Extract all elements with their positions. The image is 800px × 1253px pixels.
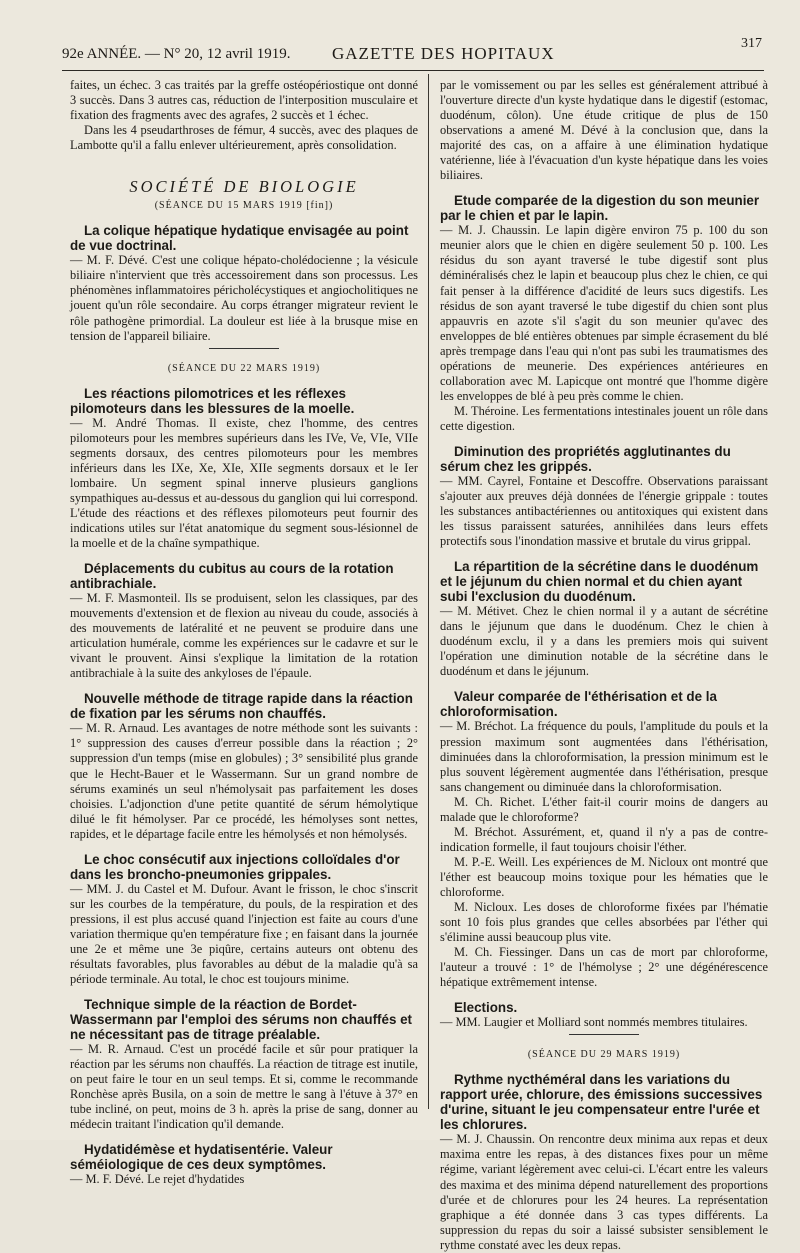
session-date: (SÉANCE DU 29 MARS 1919) bbox=[527, 1049, 681, 1061]
paragraph: — M. F. Dévé. Le rejet d'hydatides bbox=[70, 1172, 245, 1187]
article-heading: Nouvelle méthode de titrage rapide dans la réaction de fixation par les sérums non chauffés. bbox=[70, 691, 413, 722]
paragraph: M. Bréchot. Assurément, et, quand il n'y a pas de contre-indication formelle, il faut toujours choisir l'éther. bbox=[440, 824, 768, 854]
article-heading: La colique hépatique hydatique envisagée au point de vue doctrinal. bbox=[70, 223, 409, 254]
paragraph: — M. F. Masmonteil. Ils se produisent, selon les classiques, par des mouvements d'extension et de flexion au niveau du coude, associés à des mouvements de latéralité et ne peuvent se produire dans une articulation humérale, comme les expériences sur le cadavre et sur le vivant le prouvent. Ainsi s'explique la limitation de la rotation antibrachiale à la suite des ankyloses de l'épaule. bbox=[70, 591, 418, 681]
section-title: SOCIÉTÉ DE BIOLOGIE bbox=[129, 177, 359, 197]
paragraph: — M. Métivet. Chez le chien normal il y a autant de sécrétine dans le jéjunum que dans le duodénum. Chez le chien à duodénum exclu, il y a dans les premiers mois qui suivent l'opération une diminution notable de la sécrétine dans le duodénum et dans le jéjunum. bbox=[440, 604, 768, 679]
paragraph: faites, un échec. 3 cas traités par la greffe ostéopériostique ont donné 3 succès. Dans 3 autres cas, réduction de l'interposition musculaire et fixation des fragments avec des agrafes, 2 succès et 1 échec. bbox=[70, 78, 418, 123]
separator-rule bbox=[209, 348, 279, 349]
article-heading: Le choc consécutif aux injections colloïdales d'or dans les broncho-pneumonies grippales. bbox=[70, 851, 400, 882]
article-heading: Déplacements du cubitus au cours de la rotation antibrachiale. bbox=[70, 561, 394, 592]
issue-info: 92e ANNÉE. — N° 20, 12 avril 1919. bbox=[62, 46, 291, 62]
header-rule bbox=[62, 70, 764, 71]
paragraph: — M. André Thomas. Il existe, chez l'homme, des centres pilomoteurs pour les membres supérieurs dans les IVe, Ve, VIe, VIIe segments dorsaux, des centres pilomoteurs pour les membres inférieurs dans les IXe, Xe, XIe, XIIe segments dorsaux et le Ier lombaire. Un segment spinal innerve plusieurs ganglions sympathiques au-dessus et au-dessous du ganglion qui lui correspond. L'étude des réactions et des réflexes pilomoteurs peut fournir des indications utiles sur l'état anatomique du segment sous-lésionnel de la moelle et de la chaîne sympathique. bbox=[70, 415, 418, 551]
journal-title: GAZETTE DES HOPITAUX bbox=[332, 44, 555, 63]
paragraph: M. Ch. Richet. L'éther fait-il courir moins de dangers au malade que le chloroforme? bbox=[440, 794, 768, 824]
article-heading: Technique simple de la réaction de Bordet-Wassermann par l'emploi des sérums non chauffés et ne nécessitant pas de titrage préalable. bbox=[70, 997, 413, 1043]
session-date: (SÉANCE DU 15 MARS 1919 [fin]) bbox=[154, 200, 334, 212]
paragraph: — M. R. Arnaud. C'est un procédé facile et sûr pour pratiquer la réaction par les sérums non chauffés. La réaction de titrage est inutile, on peut faire le tour en un seul temps. Et si, comme le recommande Ronchèse après Busila, on a soin de mettre le sang à l'étuve à 37° en tube incliné, on peut, moins de 3 h. après la prise de sang, donner au médecin traitant l'indication qu'il demande. bbox=[70, 1042, 418, 1132]
right-column bbox=[440, 78, 768, 1253]
paragraph: — M. R. Arnaud. Les avantages de notre méthode sont les suivants : 1° suppression des causes d'erreur possible dans la réaction ; 2° suppression d'un temps (mise en globules) ; 3° sensibilité plus grande que le Hecht-Bauer et le Wassermann. Sur un grand nombre de sérums examinés un seul n'hémolysait pas parfaitement les doses choisies. L'adjonction d'une petite quantité de sérum hémolytique dilué le fit hémolyser. Par ce procédé, les hémolyses sont nettes, rapides, et le départage facile entre les hémolysés et non hémolysés. bbox=[70, 721, 418, 841]
page-number: 317 bbox=[741, 36, 762, 51]
paragraph: M. Ch. Fiessinger. Dans un cas de mort par chloroforme, l'auteur a trouvé : 1° de l'hémolyse ; 2° une dégénérescence hépatique extrêmement intense. bbox=[440, 945, 768, 990]
article-heading: Diminution des propriétés agglutinantes du sérum chez les grippés. bbox=[440, 443, 731, 474]
paragraph: par le vomissement ou par les selles est généralement attribué à l'ouverture directe d'un kyste hydatique dans le digestif (estomac, duodénum, côlon). Une étude critique de plus de 150 observations a amené M. Dévé à la conclusion que, dans la majorité des cas, on a affaire à une élimination hydatique vatérienne, liée à l'évacuation d'un kyste hépatique dans les voies biliaires. bbox=[440, 78, 768, 183]
paragraph: — M. F. Dévé. C'est une colique hépato-cholédocienne ; la vésicule biliaire n'intervient que très accessoirement dans son processus. Les phénomènes inflammatoires péricholécystiques et angiocholitiques ne jouent qu'un rôle secondaire. Au corps étranger migrateur revient le rôle pathogène primordial. La douleur est liée à la brusque mise en tension de l'appareil biliaire. bbox=[70, 253, 418, 343]
paragraph: — MM. Laugier et Molliard sont nommés membres titulaires. bbox=[440, 1015, 748, 1030]
article-heading: La répartition de la sécrétine dans le duodénum et le jéjunum du chien normal et du chien ayant subi l'exclusion du duodénum. bbox=[440, 559, 759, 605]
column-divider bbox=[428, 74, 429, 1109]
session-date: (SÉANCE DU 22 MARS 1919) bbox=[167, 362, 321, 374]
paragraph: M. Nicloux. Les doses de chloroforme fixées par l'hématie sont 10 fois plus grandes que celles absorbées par l'éther qui s'élimine aussi beaucoup plus vite. bbox=[440, 900, 768, 945]
paragraph: M. P.-E. Weill. Les expériences de M. Nicloux ont montré que l'éther est beaucoup moins toxique pour les hématies que le chloroforme. bbox=[440, 854, 768, 899]
article-heading: Hydatidémèse et hydatisentérie. Valeur séméiologique de ces deux symptômes. bbox=[70, 1142, 333, 1173]
paragraph: — M. Bréchot. La fréquence du pouls, l'amplitude du pouls et la pression maximum sont augmentées dans l'éthérisation, diminuées dans la chloroformisation, la pression minimum est le plus souvent légèrement augmentée dans l'éthérisation, presque sans changement ou diminuée dans la chloroformisation. bbox=[440, 719, 768, 794]
article-heading: Valeur comparée de l'éthérisation et de la chloroformisation. bbox=[440, 689, 717, 720]
article-heading: Rythme nycthéméral dans les variations du rapport urée, chlorure, des émissions successives d'urine, situant le jeu compensateur entre l'urée et les chlorures. bbox=[440, 1072, 763, 1133]
paragraph: — MM. Cayrel, Fontaine et Descoffre. Observations paraissant s'ajouter aux preuves déjà données de l'énergie grippale : toutes les substances antibactériennes ou antitoxiques qui existent dans les tissus paraissent saturées, annihilées dans leurs effets protectifs sous l'inondation massive et brutale du virus grippal. bbox=[440, 473, 768, 549]
page-header bbox=[62, 36, 762, 72]
article-heading: Etude comparée de la digestion du son meunier par le chien et par le lapin. bbox=[440, 193, 760, 224]
paragraph: — M. J. Chaussin. On rencontre deux minima aux repas et deux maxima entre les repas, à des distances fixes pour un même régime, variant légèrement avec celui-ci. L'écart entre les valeurs des maxima et des minima dépend naturellement des proportions d'urée et de chlorures pour les 24 heures. La représentation graphique a été donnée dans 3 cas types différents. La suppression du repas du soir a laissé subsister sensiblement le rythme constaté avec les deux repas. bbox=[440, 1132, 768, 1252]
paragraph: M. Théroine. Les fermentations intestinales jouent un rôle dans cette digestion. bbox=[440, 403, 768, 433]
paragraph: Dans les 4 pseudarthroses de fémur, 4 succès, avec des plaques de Lambotte qu'il a fallu enlever ultérieurement, après consolidation. bbox=[70, 123, 418, 153]
paragraph: — MM. J. du Castel et M. Dufour. Avant le frisson, le choc s'inscrit sur les courbes de la température, du pouls, de la respiration et des pressions, il est plus accusé quand l'injection est faite au cours d'une variation thermique qu'en température fixe ; en faisant dans la journée une 2e et même une 3e piqûre, certains auteurs ont obtenu des résultats favorables, plus favorables au début de la maladie qu'à sa période terminale. Au total, le choc est toujours minime. bbox=[70, 881, 418, 987]
article-heading: Les réactions pilomotrices et les réflexes pilomoteurs dans les blessures de la moelle. bbox=[70, 385, 355, 416]
left-column bbox=[70, 78, 418, 1187]
separator-rule bbox=[569, 1034, 639, 1035]
article-heading: Elections. bbox=[454, 1000, 518, 1016]
paragraph: — M. J. Chaussin. Le lapin digère environ 75 p. 100 du son meunier alors que le chien en digère seulement 50 p. 100. Les résidus du son ayant traversé le tube digestif sont plus déminéralisés chez le lapin et beaucoup plus chez le chien, ce qui fait penser à la différence d'acidité de leurs sucs digestifs. Les résidus de son ayant traversé le tube digestif du chien sont plus appauvris en azote s'il s'agit du son meunier qu'avec des enveloppes de blé entières obtenues par simple écrasement du blé après trempage dans l'eau qui n'ont pas subi les traumatismes des opérations de meunerie. Des expériences antérieures en collaboration avec M. Lapicque ont montré que l'homme digère les enveloppes de blé à peu près comme le chien. bbox=[440, 223, 768, 403]
